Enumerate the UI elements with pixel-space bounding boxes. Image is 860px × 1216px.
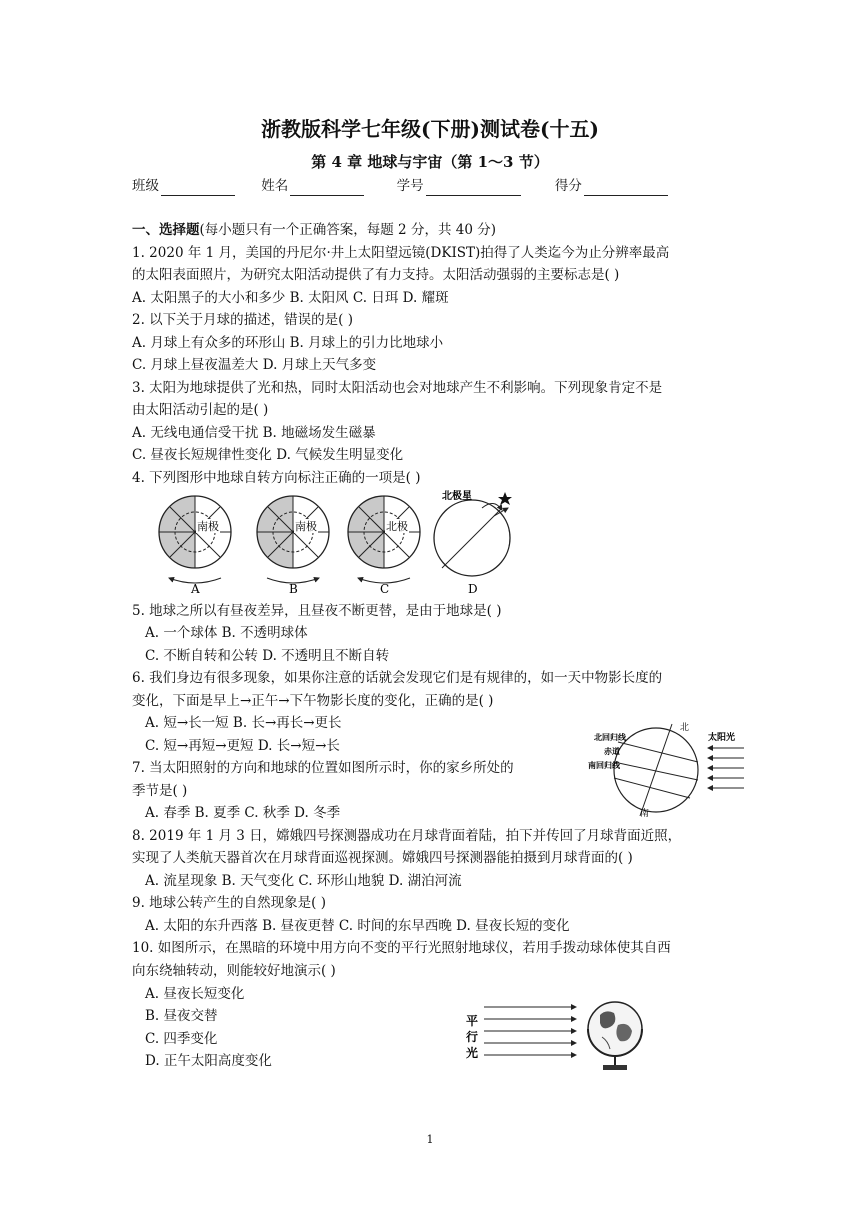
- text-line: C. 短→再短→更短 D. 长→短→长: [145, 738, 340, 754]
- text-line: 向东绕轴转动，则能较好地演示( ): [132, 963, 336, 979]
- pole-label-c: 北极: [386, 520, 408, 533]
- text-line: 2. 以下关于月球的描述，错误的是( ): [132, 312, 353, 328]
- text-line: A. 短→长一短 B. 长→再长→更长: [145, 715, 342, 731]
- text-line: C. 昼夜长短规律性变化 D. 气候发生明显变化: [132, 447, 404, 463]
- section-heading: [132, 220, 496, 240]
- number-label: 学号: [396, 178, 424, 194]
- q4-figure: [150, 490, 530, 600]
- page-number: 1: [426, 1133, 434, 1146]
- text-line: 8. 2019 年 1 月 3 日，嫦娥四号探测器成功在月球背面着陆，拍下并传回了月球背面近照，: [132, 828, 682, 844]
- text-line: A. 流星现象 B. 天气变化 C. 环形山地貌 D. 湖泊河流: [145, 873, 462, 889]
- tropic-n-label: 北回归线: [594, 732, 626, 742]
- name-blank[interactable]: [290, 181, 364, 196]
- class-blank[interactable]: [161, 181, 235, 196]
- star-icon: [498, 492, 512, 505]
- text-line: 6. 我们身边有很多现象，如果你注意的话就会发现它们是有规律的，如一天中物影长度的: [132, 670, 663, 686]
- text-line: 季节是( ): [132, 783, 188, 799]
- text-line: A. 一个球体 B. 不透明球体: [145, 625, 308, 641]
- parallel-char-3: 光: [466, 1046, 479, 1060]
- north-label: 北: [680, 723, 690, 733]
- q10-figure: [460, 995, 660, 1075]
- text-line: 5. 地球之所以有昼夜差异，且昼夜不断更替，是由于地球是( ): [132, 603, 502, 619]
- text-line: 7. 当太阳照射的方向和地球的位置如图所示时，你的家乡所处的: [132, 760, 514, 776]
- fig4-label-a: A: [191, 582, 200, 596]
- equator-label: 赤道: [604, 746, 620, 756]
- text-line: D. 正午太阳高度变化: [145, 1053, 272, 1069]
- text-line: 由太阳活动引起的是( ): [132, 402, 269, 418]
- page-title: 浙教版科学七年级(下册)测试卷(十五): [261, 117, 599, 141]
- text-line: C. 不断自转和公转 D. 不透明且不断自转: [145, 648, 390, 664]
- score-blank[interactable]: [584, 181, 668, 196]
- page-subtitle: 第 4 章 地球与宇宙（第 1～3 节）: [311, 153, 549, 171]
- number-blank[interactable]: [426, 181, 521, 196]
- section-title: 一、选择题: [132, 222, 200, 238]
- score-label: 得分: [554, 178, 582, 194]
- text-line: 的太阳表面照片，为研究太阳活动提供了有力支持。太阳活动强弱的主要标志是( ): [132, 267, 620, 283]
- globe-icon: [588, 1002, 642, 1070]
- sunlight-label: 太阳光: [708, 733, 736, 743]
- fig4-label-b: B: [289, 582, 298, 596]
- text-line: A. 太阳黑子的大小和多少 B. 太阳风 C. 日珥 D. 耀斑: [132, 290, 449, 306]
- info-row: [132, 176, 668, 196]
- text-line: 变化，下面是早上→正午→下午物影长度的变化，正确的是( ): [132, 693, 494, 709]
- text-line: C. 四季变化: [145, 1031, 218, 1047]
- text-line: A. 太阳的东升西落 B. 昼夜更替 C. 时间的东早西晚 D. 昼夜长短的变化: [145, 918, 570, 934]
- pole-label-b: 南极: [295, 520, 317, 533]
- text-line: 1. 2020 年 1 月，美国的丹尼尔·井上太阳望远镜(DKIST)拍得了人类迄今为止分辨率最高: [132, 245, 670, 261]
- text-line: 3. 太阳为地球提供了光和热，同时太阳活动也会对地球产生不利影响。下列现象肯定不是: [132, 380, 663, 396]
- text-line: A. 月球上有众多的环形山 B. 月球上的引力比地球小: [132, 335, 444, 351]
- text-line: 4. 下列图形中地球自转方向标注正确的一项是( ): [132, 470, 421, 486]
- section-note: (每小题只有一个正确答案，每题 2 分，共 40 分): [199, 222, 496, 238]
- tropic-s-label: 南回归线: [588, 760, 620, 770]
- name-label: 姓名: [261, 178, 289, 194]
- text-line: C. 月球上昼夜温差大 D. 月球上天气多变: [132, 357, 377, 373]
- text-line: B. 昼夜交替: [145, 1008, 218, 1024]
- polaris-label: 北极星: [442, 491, 472, 502]
- parallel-char-1: 平: [466, 1014, 479, 1028]
- q7-figure: [588, 718, 748, 818]
- text-line: 9. 地球公转产生的自然现象是( ): [132, 895, 326, 911]
- text-line: 10. 如图所示，在黑暗的环境中用方向不变的平行光照射地球仪，若用手拨动球体使其自西: [132, 940, 671, 956]
- text-line: A. 昼夜长短变化: [145, 986, 245, 1002]
- class-label: 班级: [132, 178, 159, 194]
- pole-label-a: 南极: [197, 520, 219, 533]
- text-line: A. 无线电通信受干扰 B. 地磁场发生磁暴: [132, 425, 376, 441]
- fig4-label-c: C: [380, 582, 390, 596]
- fig4-label-d: D: [468, 582, 478, 596]
- text-line: A. 春季 B. 夏季 C. 秋季 D. 冬季: [145, 805, 341, 821]
- parallel-char-2: 行: [466, 1030, 479, 1044]
- text-line: 实现了人类航天器首次在月球背面巡视探测。嫦娥四号探测器能拍摄到月球背面的( ): [132, 850, 633, 866]
- south-label: 南: [640, 809, 650, 818]
